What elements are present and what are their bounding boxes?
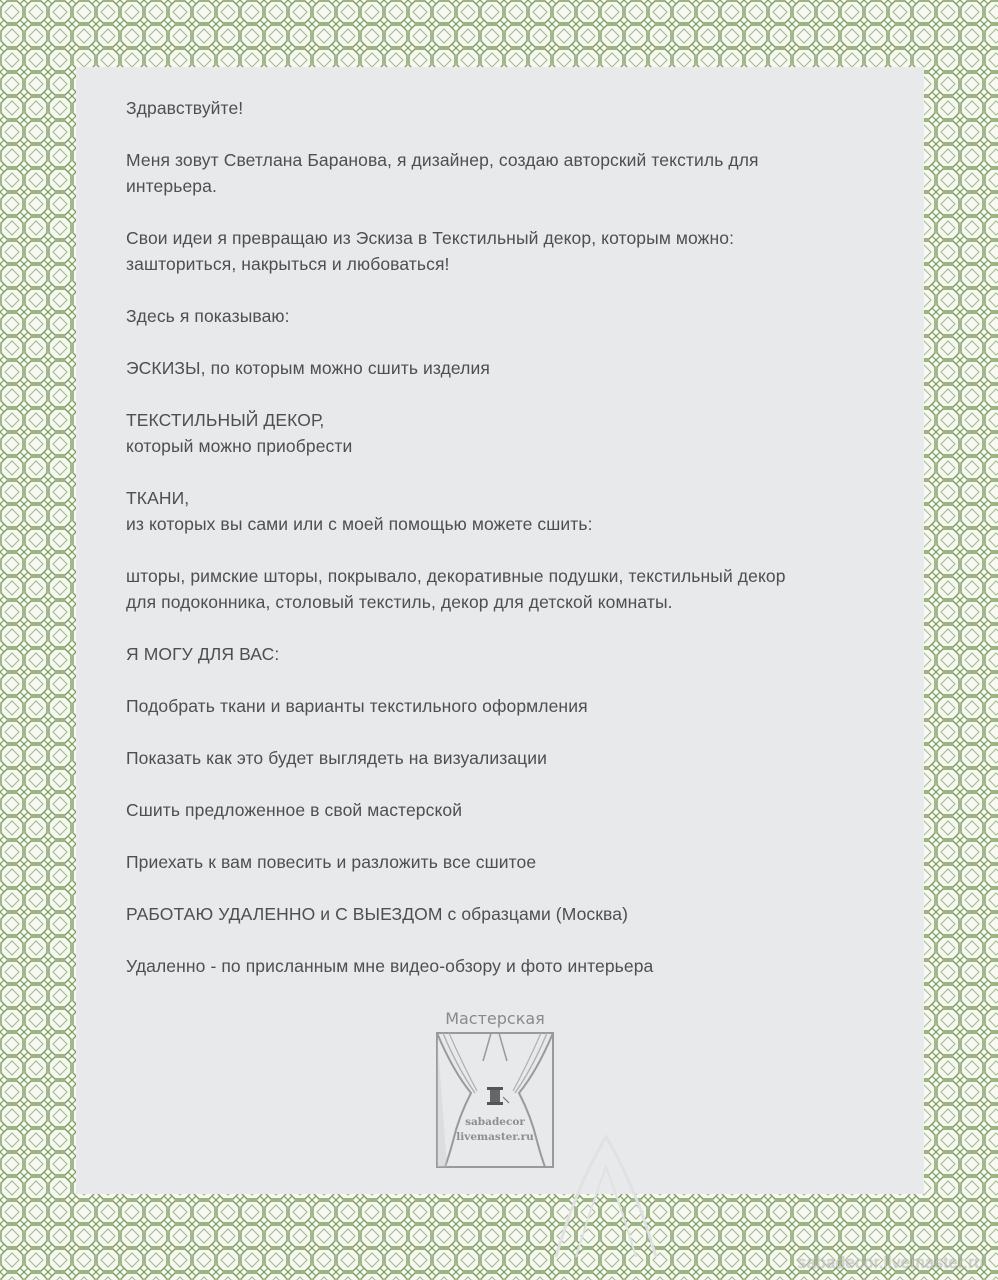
greeting: Здравствуйте! xyxy=(126,98,244,118)
faint-logo-mark xyxy=(546,1127,666,1267)
here-i-show: Здесь я показываю: xyxy=(126,306,290,326)
remote-line: РАБОТАЮ УДАЛЕННО и С ВЫЕЗДОМ с образцами (Москва) xyxy=(126,904,628,924)
service-item: Приехать к вам повесить и разложить все сшитое xyxy=(126,852,537,872)
service-item: Показать как это будет выглядеть на визуализации xyxy=(126,748,548,768)
workshop-logo xyxy=(431,1009,559,1174)
service-item: Подобрать ткани и варианты текстильного оформления xyxy=(126,696,588,716)
remote-detail-line: Удаленно - по присланным мне видео-обзору и фото интерьера xyxy=(126,956,654,976)
i-can-heading: Я МОГУ ДЛЯ ВАС: xyxy=(126,644,280,664)
about-text xyxy=(126,95,886,1005)
sketches-line: ЭСКИЗЫ, по которым можно сшить изделия xyxy=(126,358,490,378)
intro-paragraph: Меня зовут Светлана Баранова, я дизайнер, создаю авторский текстиль для интерьера. xyxy=(126,150,759,196)
logo-line-2: livemaster.ru xyxy=(456,1131,534,1143)
content-card xyxy=(76,67,924,1194)
items-paragraph: шторы, римские шторы, покрывало, декоративные подушки, текстильный декор для подоконника, столовый текстиль, декор для детской комнаты. xyxy=(126,566,786,612)
ideas-paragraph: Свои идеи я превращаю из Эскиза в Текстильный декор, которым можно: зашториться, накрыться и любоваться! xyxy=(126,228,735,274)
site-watermark: sabadecor.livemaster.ru xyxy=(797,1253,984,1272)
logo-title: Мастерская xyxy=(445,1009,545,1028)
logo-line-1: sabadecor xyxy=(465,1116,525,1128)
decor-paragraph: ТЕКСТИЛЬНЫЙ ДЕКОР, который можно приобрести xyxy=(126,410,353,456)
service-item: Сшить предложенное в свой мастерской xyxy=(126,800,463,820)
fabrics-paragraph: ТКАНИ, из которых вы сами или с моей помощью можете сшить: xyxy=(126,488,593,534)
curtains-spool-icon xyxy=(431,1031,559,1171)
